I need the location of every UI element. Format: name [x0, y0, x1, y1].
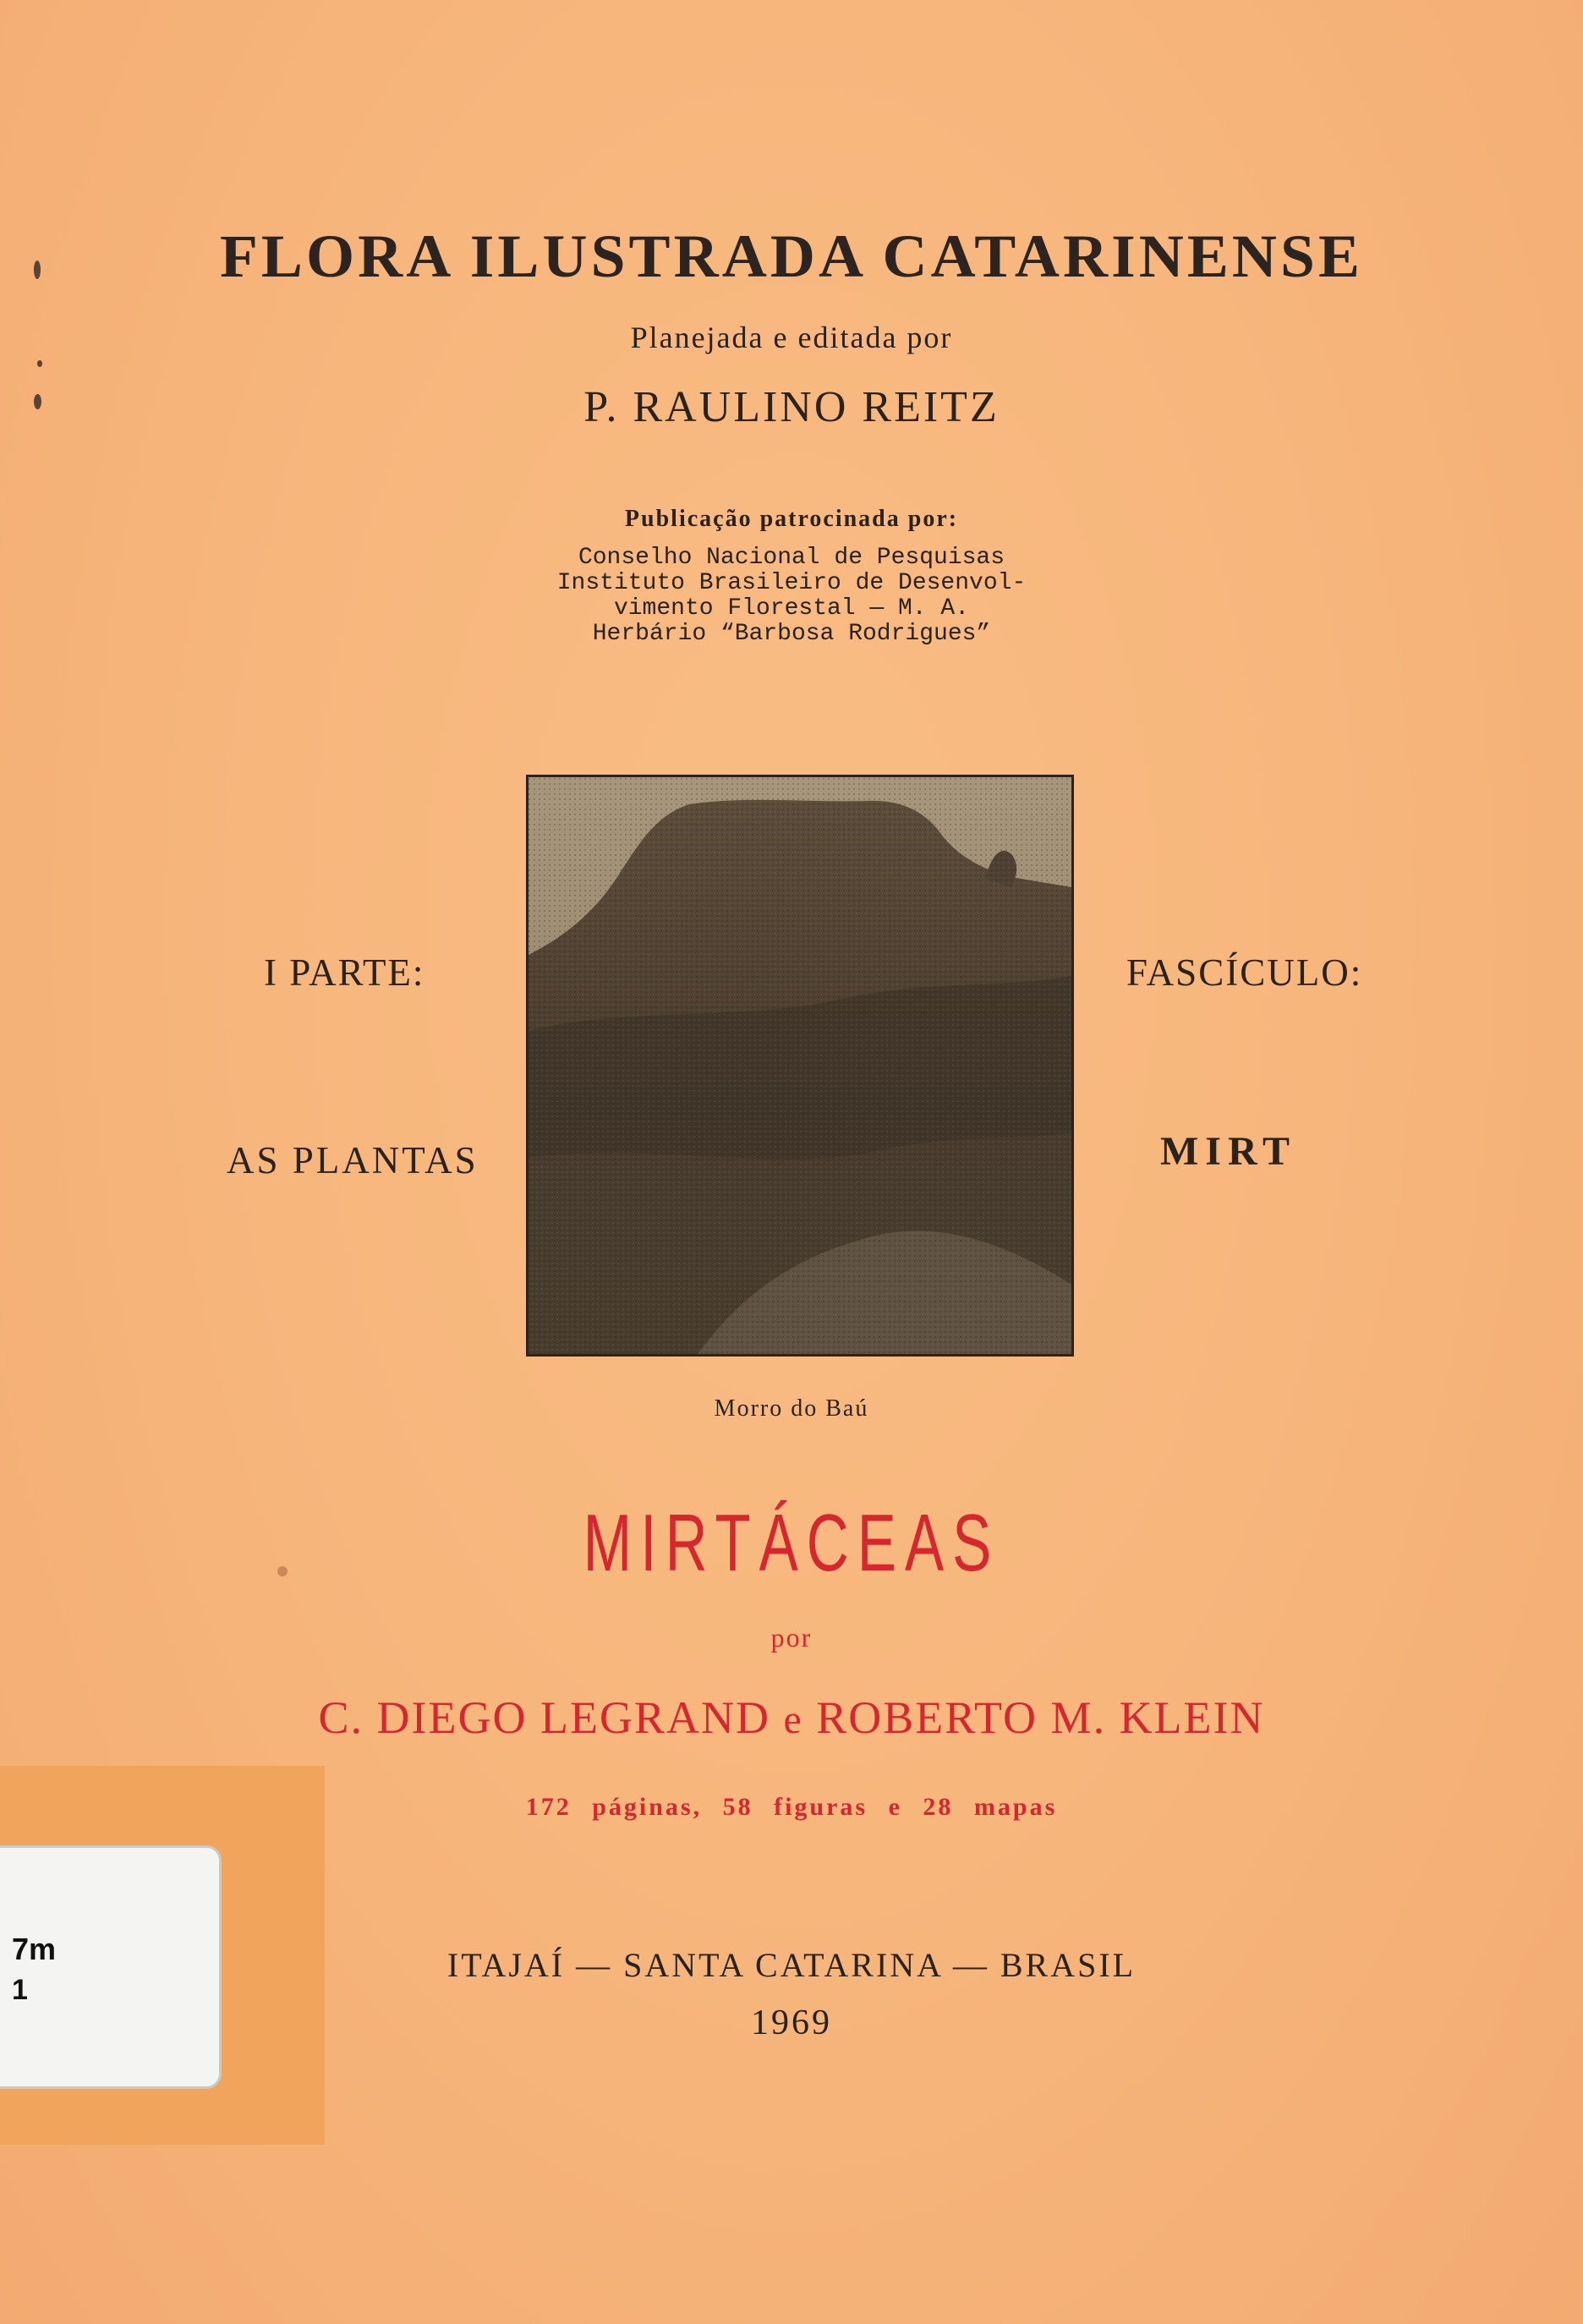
author-joiner: e	[783, 1697, 803, 1742]
editor-name: P. RAULINO REITZ	[583, 383, 1000, 431]
authors	[0, 1691, 1583, 1744]
publication-place: ITAJAÍ — SANTA CATARINA — BRASIL	[446, 1946, 1137, 1984]
photo-caption: Morro do Baú	[714, 1395, 869, 1422]
fascicle-name: MIRT	[1160, 1129, 1296, 1174]
extent-text: 172 páginas, 58 figuras e 28 mapas	[525, 1793, 1058, 1821]
mountain-photo-image	[529, 777, 1071, 1354]
call-number-line-1: 7m	[12, 1932, 57, 1966]
by-text: por	[770, 1622, 813, 1653]
series-title: FLORA ILUSTRADA CATARINENSE	[219, 222, 1364, 290]
sponsor-line: Conselho Nacional de Pesquisas	[578, 545, 1005, 571]
sponsor-line: vimento Florestal — M. A.	[613, 595, 970, 622]
part-label: I PARTE:	[264, 951, 425, 994]
fascicle-label: FASCÍCULO:	[1126, 951, 1363, 994]
author-1: C. DIEGO LEGRAND	[318, 1692, 770, 1743]
publication-year: 1969	[751, 2003, 832, 2042]
mountain-photo	[526, 775, 1074, 1357]
sponsor-heading: Publicação patrocinada por:	[624, 506, 959, 532]
author-2: ROBERTO M. KLEIN	[816, 1692, 1265, 1743]
sponsor-line: Instituto Brasileiro de Desenvol-	[556, 570, 1027, 596]
sponsor-line: Herbário “Barbosa Rodrigues”	[592, 621, 991, 647]
part-name: AS PLANTAS	[227, 1139, 479, 1181]
binding-mark	[37, 360, 42, 367]
call-number-line-2: 1	[12, 1974, 28, 2006]
sponsor-list	[0, 545, 1583, 647]
main-title: MIRTÁCEAS	[583, 1498, 1000, 1588]
planned-by-text: Planejada e editada por	[630, 321, 953, 354]
library-call-number-label	[0, 1845, 222, 2089]
